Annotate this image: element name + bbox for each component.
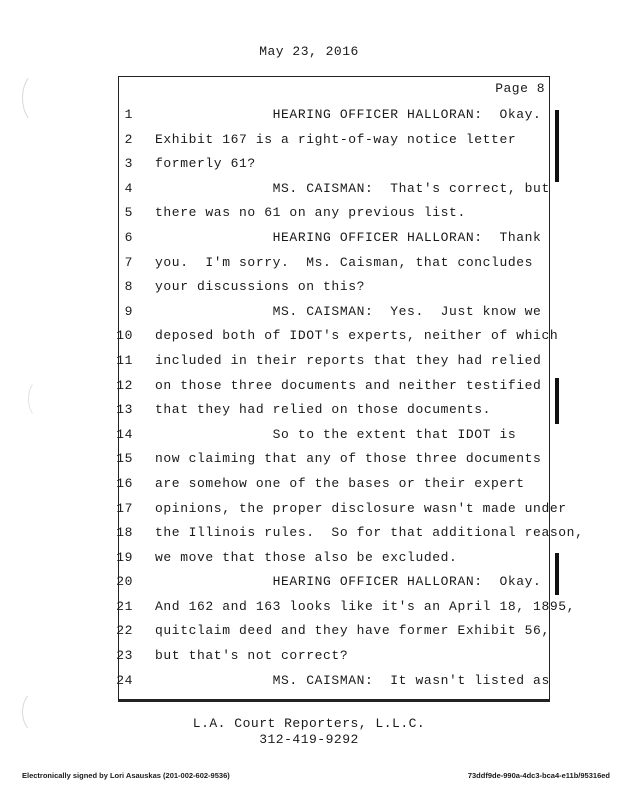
line-number: 11 <box>116 352 133 368</box>
transcript-line <box>119 156 549 181</box>
line-text: we move that those also be excluded. <box>155 549 458 565</box>
transcript-line <box>116 500 567 526</box>
line-text: MS. CAISMAN: That's correct, but <box>155 180 550 196</box>
line-number: 9 <box>124 303 133 319</box>
line-text: So to the extent that IDOT is <box>155 426 517 442</box>
line-number: 17 <box>116 500 133 516</box>
transcript-line <box>119 230 549 255</box>
page-number: Page 8 <box>495 81 545 96</box>
line-number: 6 <box>124 229 133 245</box>
line-number: 23 <box>116 648 133 664</box>
court-reporter-phone: 312-419-9292 <box>259 732 359 747</box>
transcript-line <box>116 672 550 698</box>
line-number: 16 <box>116 475 133 491</box>
line-text: HEARING OFFICER HALLORAN: Okay. <box>155 574 542 590</box>
line-text: on those three documents and neither testified <box>155 377 542 393</box>
line-number: 1 <box>124 107 133 122</box>
transcript-line <box>116 426 549 452</box>
margin-bar <box>555 378 559 424</box>
transcript-line <box>116 648 549 673</box>
line-number: 18 <box>116 525 133 541</box>
transcript-date: May 23, 2016 <box>259 44 359 59</box>
line-number: 7 <box>124 254 133 270</box>
transcript-line <box>119 279 549 304</box>
court-reporter-company: L.A. Court Reporters, L.L.C. <box>192 716 426 731</box>
electronic-signature: Electronically signed by Lori Asauskas (201-002-602-9536) <box>22 771 230 780</box>
transcript-line <box>116 549 549 575</box>
line-text: HEARING OFFICER HALLORAN: Thank <box>155 229 542 245</box>
line-text: deposed both of IDOT's experts, neither of which <box>155 328 559 344</box>
line-number: 5 <box>124 205 133 221</box>
line-number: 2 <box>124 131 133 147</box>
scan-edge-mark <box>22 72 54 124</box>
line-number: 10 <box>116 328 133 344</box>
line-text: you. I'm sorry. Ms. Caisman, that concludes <box>155 254 534 270</box>
line-number: 8 <box>124 279 133 295</box>
scan-edge-mark <box>28 380 50 418</box>
line-number: 21 <box>116 598 133 614</box>
margin-bar <box>555 553 559 595</box>
line-text: now claiming that any of those three documents <box>155 451 542 467</box>
transcript-line <box>116 623 550 648</box>
transcript-body <box>116 107 584 697</box>
line-number: 3 <box>124 156 133 172</box>
line-text: HEARING OFFICER HALLORAN: Okay. <box>155 107 542 122</box>
line-text: Exhibit 167 is a right-of-way notice letter <box>155 131 517 147</box>
line-text: opinions, the proper disclosure wasn't made under <box>155 500 567 516</box>
line-text: but that's not correct? <box>155 648 349 664</box>
line-text: the Illinois rules. So for that additional reason, <box>155 525 584 541</box>
line-number: 24 <box>116 672 133 688</box>
line-text: MS. CAISMAN: It wasn't listed as <box>155 672 550 688</box>
transcript-line <box>116 574 549 599</box>
line-number: 13 <box>116 402 133 418</box>
transcript-line <box>116 598 576 624</box>
transcript-line <box>116 377 549 403</box>
document-id: 73ddf9de-990a-4dc3-bca4-e11b/95316ed <box>467 771 610 780</box>
transcript-line <box>116 352 549 378</box>
line-text: MS. CAISMAN: Yes. Just know we <box>155 303 542 319</box>
line-text: included in their reports that they had relied <box>155 352 542 368</box>
line-number: 20 <box>116 574 133 590</box>
margin-bar <box>555 110 559 182</box>
line-text: that they had relied on those documents. <box>155 402 492 418</box>
line-number: 12 <box>116 377 133 393</box>
line-text: formerly 61? <box>155 156 256 172</box>
transcript-line <box>116 402 549 427</box>
line-text: quitclaim deed and they have former Exhibit 56, <box>155 623 550 639</box>
line-number: 19 <box>116 549 133 565</box>
transcript-line <box>119 205 549 230</box>
transcript-line <box>119 304 549 329</box>
transcript-page-frame <box>116 76 584 702</box>
transcript-line <box>119 181 549 206</box>
line-number: 14 <box>116 426 133 442</box>
line-number: 22 <box>116 623 133 639</box>
line-text: And 162 and 163 looks like it's an April 18, 1895, <box>155 598 576 614</box>
transcript-line <box>116 525 584 550</box>
line-text: your discussions on this? <box>155 279 366 295</box>
line-number: 4 <box>124 180 133 196</box>
transcript-line <box>116 328 559 353</box>
line-text: there was no 61 on any previous list. <box>155 205 466 221</box>
transcript-line <box>119 255 549 280</box>
transcript-line <box>119 132 549 157</box>
line-number: 15 <box>116 451 133 467</box>
line-text: are somehow one of the bases or their expert <box>155 475 525 491</box>
transcript-line <box>116 451 549 476</box>
transcript-line <box>119 107 549 132</box>
transcript-line <box>116 475 549 501</box>
